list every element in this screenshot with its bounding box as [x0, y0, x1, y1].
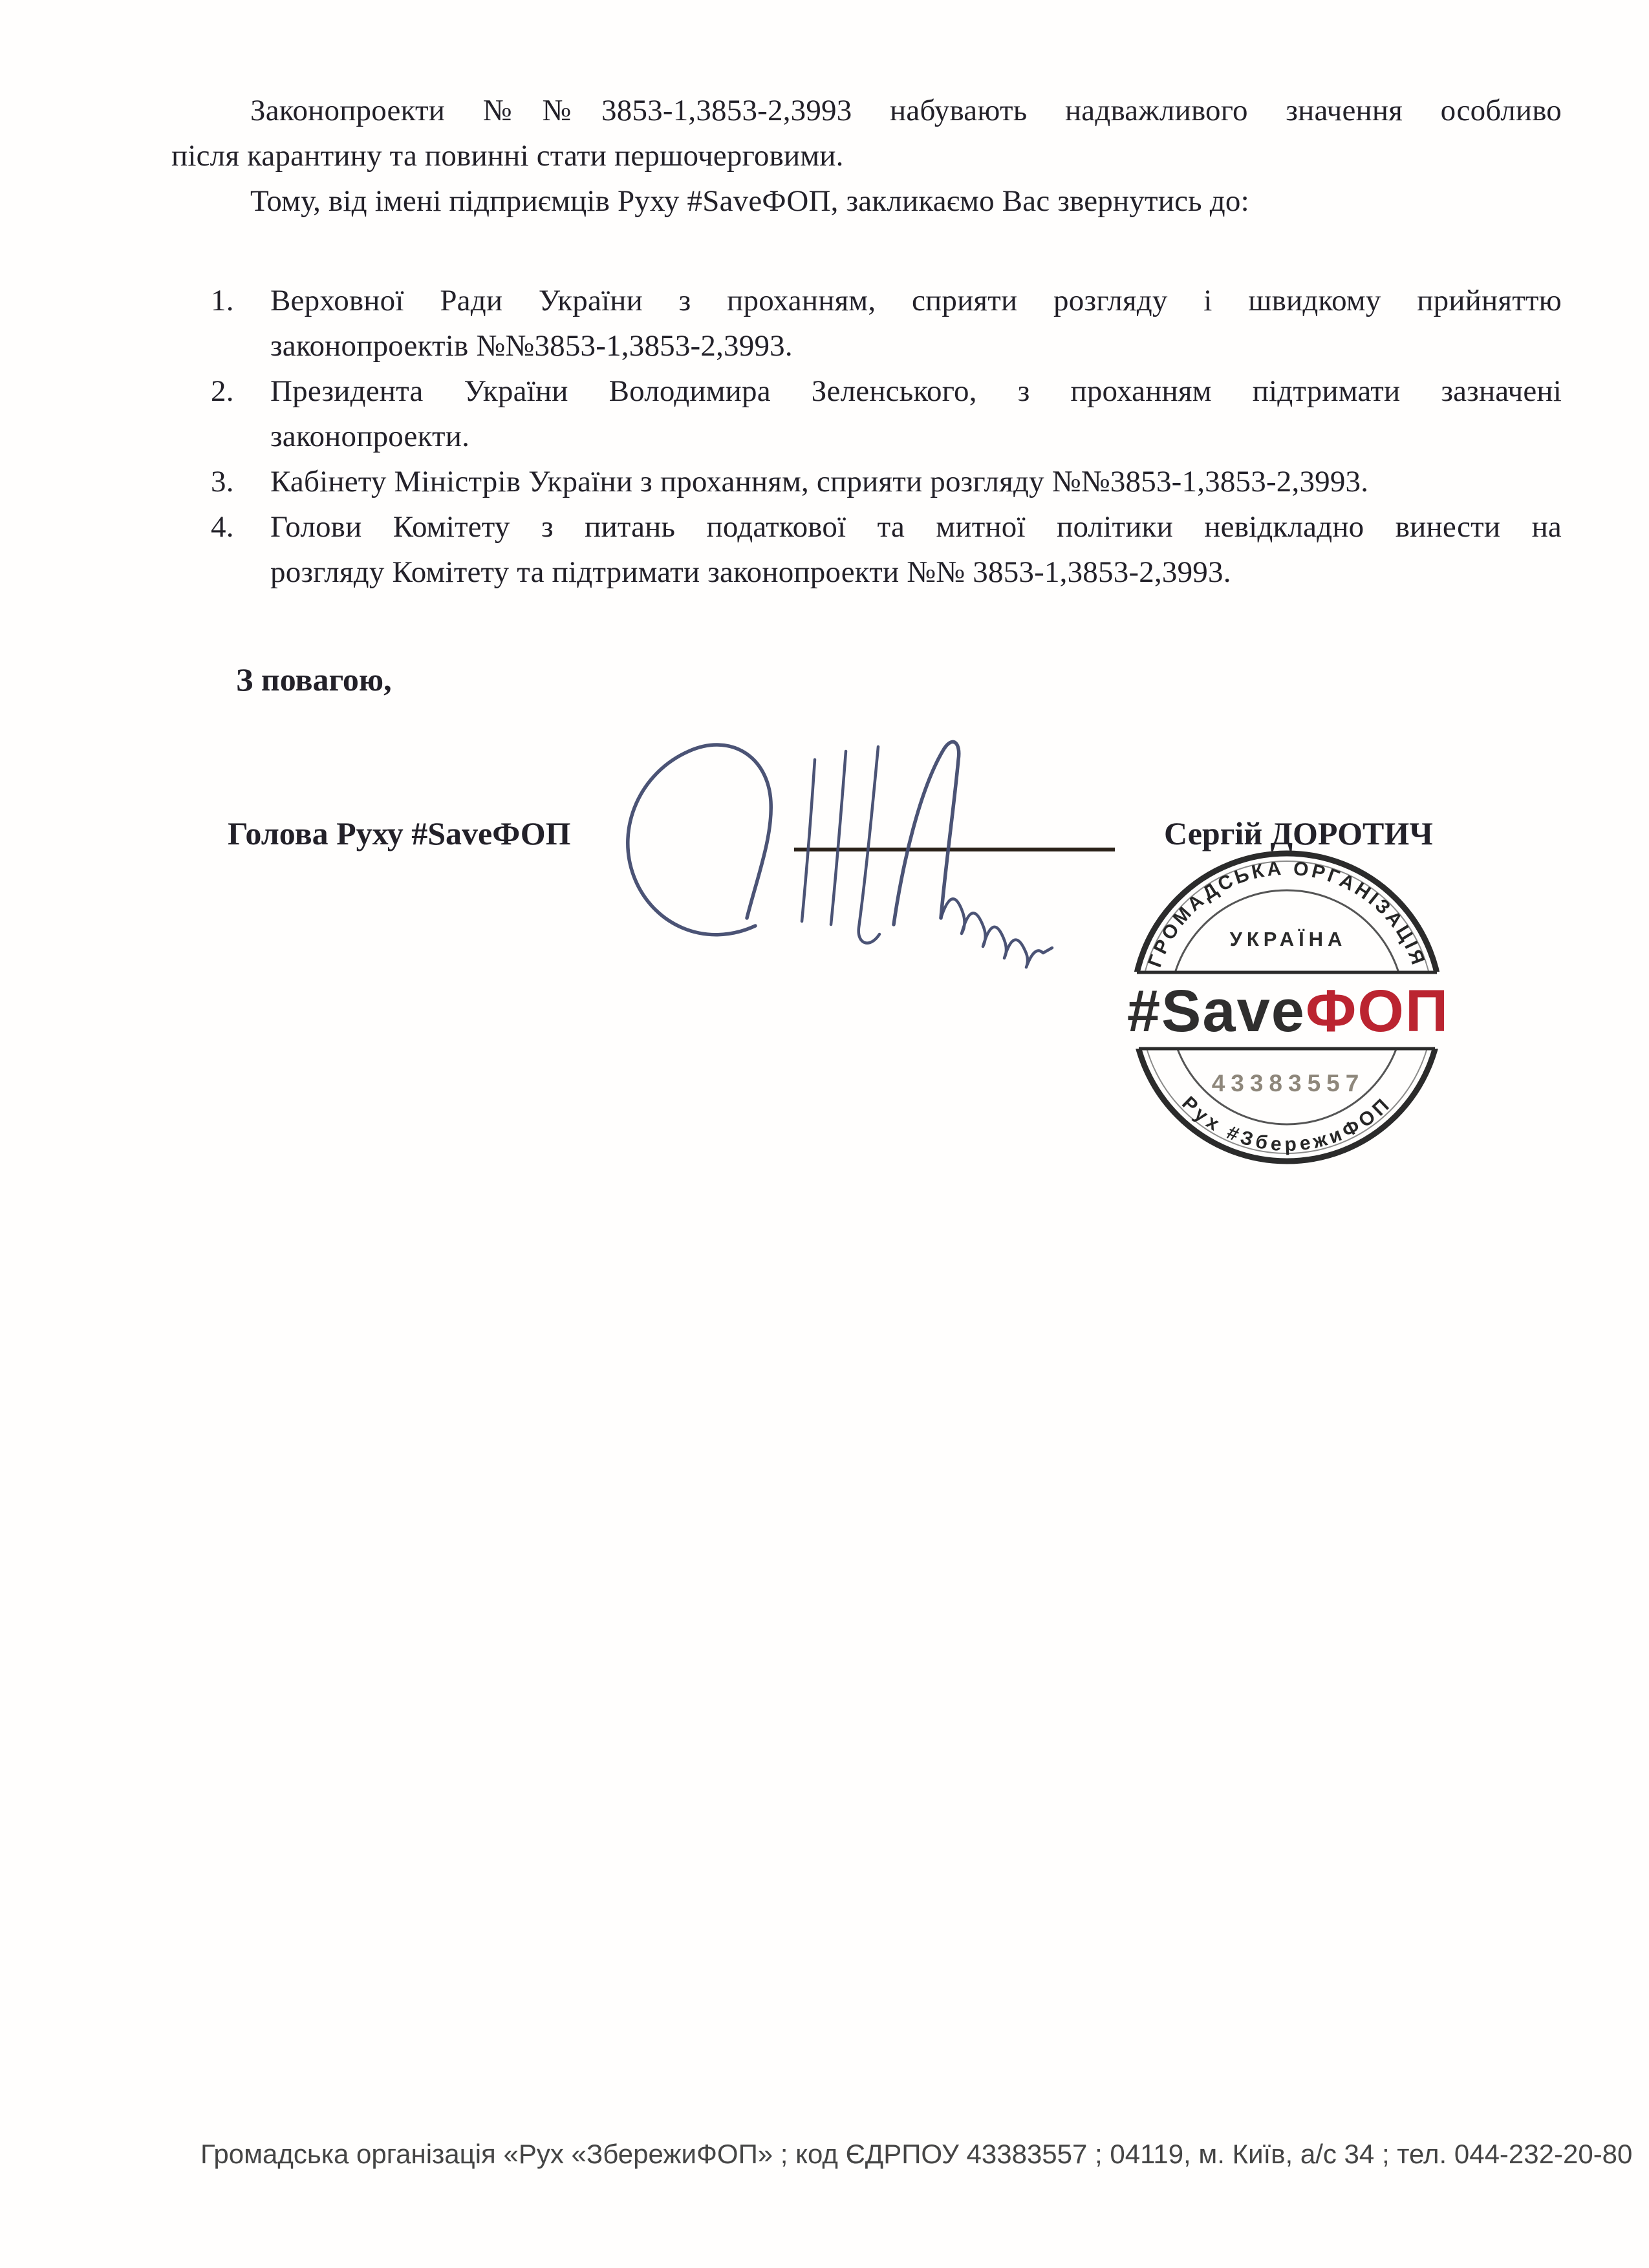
- stamp-bottom-arc-text: Рух #ЗбережиФОП: [1178, 1092, 1396, 1156]
- paragraph-line: після карантину та повинні стати першочерговими.: [171, 139, 844, 173]
- list-item-1: [171, 278, 1562, 369]
- stamp: [1125, 846, 1461, 1182]
- stamp-top-arc-text: ГРОМАДСЬКА ОРГАНІЗАЦІЯ: [1144, 857, 1430, 970]
- paragraph-line: Законопроекти №№3853-1,3853-2,3993 набувають надважливого значення особливо: [250, 94, 1562, 127]
- list-item-line: законопроектів №№3853-1,3853-2,3993.: [270, 329, 793, 363]
- list-item-line: Верховної Ради України з проханням, сприяти розгляду і швидкому прийняттю: [270, 284, 1562, 317]
- stamp-hashtag-text: #SaveФОП: [1126, 978, 1450, 1044]
- signature-title: Голова Руху #SaveФОП: [228, 815, 571, 851]
- letter-body: [171, 88, 1562, 595]
- list-item-number: 1.: [211, 284, 234, 317]
- footer-text: Громадська організація «Рух «ЗбережиФОП» ; код ЄДРПОУ 43383557 ; 04119, м. Київ, а/с 34 ; тел. 044-232-20-80: [200, 2139, 1633, 2169]
- list-item-line: законопроекти.: [270, 420, 470, 453]
- list-item-number: 2.: [211, 374, 234, 408]
- paragraph-line: Тому, від імені підприємців Руху #SaveФОП, закликаємо Вас звернутись до:: [250, 184, 1249, 218]
- list-item-4: [171, 504, 1562, 595]
- list-item-line: Президента України Володимира Зеленського, з проханням підтримати зазначені: [270, 374, 1562, 408]
- spacer: [171, 224, 1562, 269]
- list-item-line: розгляду Комітету та підтримати законопроекти №№ 3853-1,3853-2,3993.: [270, 555, 1231, 589]
- stamp-code-text: 43383557: [1211, 1070, 1365, 1097]
- closing-salutation: З повагою,: [236, 661, 392, 698]
- list-item-line: Кабінету Міністрів України з проханням, сприяти розгляду №№3853-1,3853-2,3993.: [270, 465, 1369, 498]
- list-item-line: Голови Комітету з питань податкової та митної політики невідкладно винести на: [270, 510, 1562, 544]
- list-item-2: [171, 369, 1562, 459]
- signatory-name: Сергій ДОРОТИЧ: [1164, 815, 1433, 851]
- list-item-3: [171, 459, 1562, 504]
- paragraph-1: [171, 88, 1562, 178]
- handwritten-signature: [601, 711, 1132, 970]
- list-item-number: 3.: [211, 465, 234, 498]
- list-item-number: 4.: [211, 510, 234, 544]
- spacer: [171, 269, 1562, 278]
- stamp-country-text: УКРАЇНА: [1229, 928, 1347, 950]
- paragraph-2: [171, 178, 1562, 224]
